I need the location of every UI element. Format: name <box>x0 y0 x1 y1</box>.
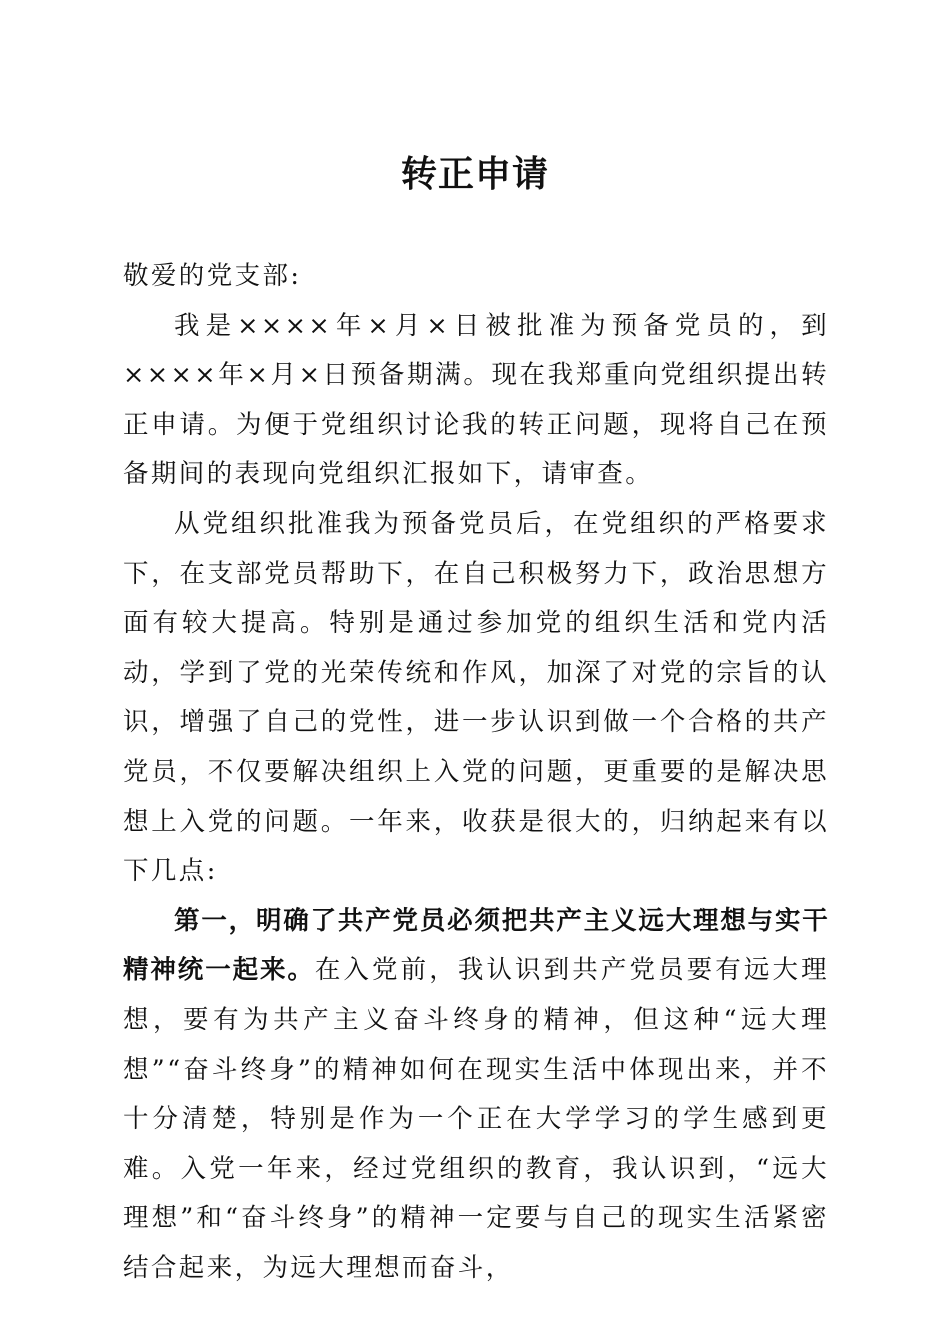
paragraph-point-one <box>123 897 829 1294</box>
point-one-text: 在入党前，我认识到共产党员要有远大理想，要有为共产主义奋斗终身的精神，但这种“远大理想”“奋斗终身”的精神如何在现实生活中体现出来，并不十分清楚，特别是作为一个正在大学学习的学生感到更难。入党一年来，经过党组织的教育，我认识到，“远大理想”和“奋斗终身”的精神一定要与自己的现实生活紧密结合起来，为远大理想而奋斗， <box>123 955 829 1283</box>
document-body <box>123 252 829 1293</box>
document-title: 转正申请 <box>400 153 549 195</box>
paragraph-intro: 我是××××年×月×日被批准为预备党员的，到××××年×月×日预备期满。现在我郑重向党组织提出转正申请。为便于党组织讨论我的转正问题，现将自己在预备期间的表现向党组织汇报如下，请审查。 <box>123 310 829 490</box>
paragraph-progress: 从党组织批准我为预备党员后，在党组织的严格要求下，在支部党员帮助下，在自己积极努力下，政治思想方面有较大提高。特别是通过参加党的组织生活和党内活动，学到了党的光荣传统和作风，加深了对党的宗旨的认识，增强了自己的党性，进一步认识到做一个合格的共产党员，不仅要解决组织上入党的问题，更重要的是解决思想上入党的问题。一年来，收获是很大的，归纳起来有以下几点: <box>123 508 829 887</box>
point-one-heading: 第一，明确了共产党员必须把共产主义远大理想与实干精神统一起来。 <box>123 905 829 986</box>
salutation: 敬爱的党支部: <box>123 261 302 291</box>
